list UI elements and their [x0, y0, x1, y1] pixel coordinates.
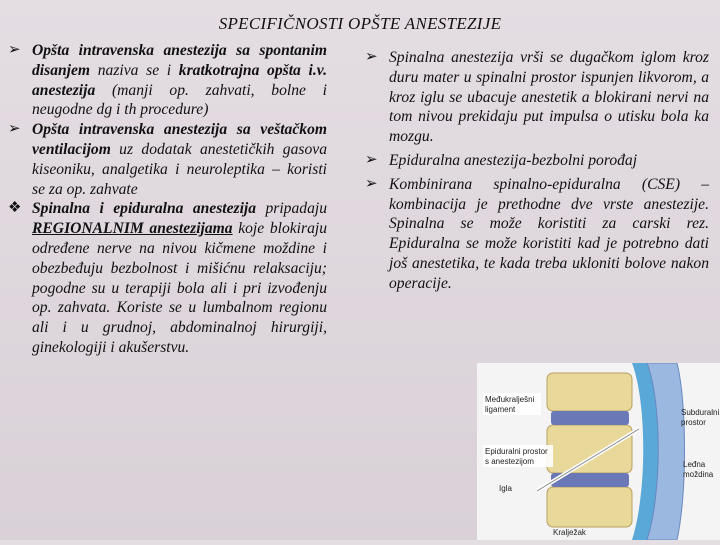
- vertebra-shape: [547, 373, 632, 411]
- label-spinal-2: moždina: [683, 470, 714, 479]
- item-text: Spinalna anestezija vrši se dugačkom iglom kroz duru mater u spinalni prostor ispunjen likvorom, a kroz iglu se ubacuje anestetik a blokirani nervi na tom nivou prekidaju put impulsa o utisku bola ka mozgu.: [389, 49, 709, 146]
- list-item: [365, 48, 709, 147]
- item-bold-text: Spinalna i epiduralna anestezija: [32, 200, 257, 218]
- arrow-bullet-icon: ➢: [365, 49, 378, 65]
- spine-illustration: [477, 363, 720, 540]
- item-bold-text: Opšta intravenska anestezija sa spontanim disanjem: [32, 42, 327, 79]
- label-needle: Igla: [499, 484, 512, 493]
- diamond-bullet-icon: ❖: [8, 200, 22, 217]
- item-text: koje blokiraju određene nerve na nivou kičmene moždine i obezbeđuju bezbolnost i mišićnu relaksaciju; pogodne su u terapiji bola ali i pri izvođenju op. zahvata. Koriste se u lumbalnom regionu ali i u grudnoj, abdominalnoj hirurgiji, ginekologiji i akušerstvu.: [32, 220, 327, 356]
- item-text: Epiduralna anestezija-bezbolni porođaj: [389, 151, 638, 169]
- item-text: Kombinirana spinalno-epiduralna (CSE) – kombinacija je prethodne dve vrste anestezije. Spinalna se može koristiti za carski rez. Epiduralna se može koristiti kad je potrebno dati još anestetika, te kada treba ukloniti bolove nakon operacije.: [389, 175, 709, 292]
- slide-title: SPECIFIČNOSTI OPŠTE ANESTEZIJE: [218, 14, 502, 33]
- label-spinal-1: Leđna: [683, 460, 706, 469]
- item-bold-underlined-text: REGIONALNIM anestezijama: [32, 220, 233, 238]
- list-item: [8, 120, 327, 199]
- left-column: [8, 41, 327, 358]
- right-column: [365, 48, 709, 294]
- list-item: [365, 175, 709, 294]
- list-item: [8, 41, 327, 120]
- item-text: uz dodatak anestetičkih gasova kiseoniku, analgetika i neuroleptika – koristi se za op. zahvate: [32, 140, 327, 198]
- vertebra-shape: [547, 425, 632, 473]
- item-text: naziva se i: [90, 61, 179, 79]
- arrow-bullet-icon: ➢: [365, 151, 378, 168]
- item-text: pripadaju: [256, 200, 328, 218]
- label-epidural-2: s anestezijom: [485, 457, 534, 466]
- item-text: (manji op. zahvati, bolne i neugodne dg i th procedure): [32, 81, 327, 119]
- item-bold-text: kratkotrajna opšta i.v. anestezija: [32, 61, 327, 99]
- arrow-bullet-icon: ➢: [8, 42, 21, 58]
- label-subdural-1: Subduralni: [681, 408, 720, 417]
- disc-shape: [551, 411, 629, 425]
- arrow-bullet-icon: ➢: [8, 121, 21, 138]
- label-ligament-2: ligament: [485, 405, 516, 414]
- label-subdural-2: prostor: [681, 418, 706, 427]
- list-item: [8, 199, 327, 357]
- item-bold-text: Opšta intravenska anestezija sa veštačkom ventilacijom: [32, 121, 327, 158]
- label-vertebra: Kralježak: [553, 528, 586, 537]
- label-ligament-1: Međukralješni: [485, 395, 535, 404]
- vertebra-shape: [547, 487, 632, 527]
- list-item: [365, 151, 709, 171]
- spinal-anatomy-diagram: [477, 363, 720, 540]
- label-epidural-1: Epiduralni prostor: [485, 447, 548, 456]
- arrow-bullet-icon: ➢: [365, 175, 378, 192]
